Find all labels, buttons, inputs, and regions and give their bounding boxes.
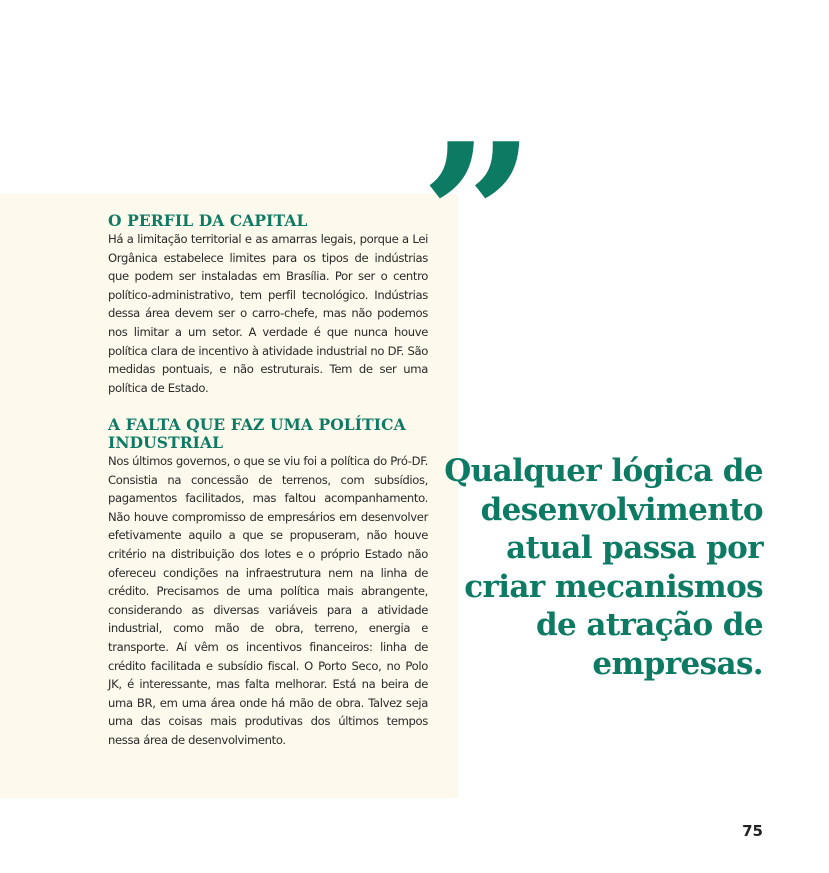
pull-quote: Qualquer lógica de desenvolvimento atual passa por criar mecanismos de atração de empresas. xyxy=(444,453,763,682)
section-perfil-da-capital xyxy=(108,212,428,397)
section-body: Há a limitação territorial e as amarras legais, porque a Lei Orgânica estabelece limites para os tipos de indústrias que podem ser instaladas em Brasília. Por ser o centro político-administrativo, tem perfil tecnológico. Indústrias dessa área devem ser o carro-chefe, mas não podemos nos limitar a um setor. A verdade é que nunca houve política clara de incentivo à atividade industrial no DF. São medidas pontuais, e não estruturais. Tem de ser uma política de Estado. xyxy=(108,232,428,395)
section-politica-industrial xyxy=(108,416,428,750)
section-heading: A FALTA QUE FAZ UMA POLÍTICA INDUSTRIAL xyxy=(108,415,406,452)
quotation-mark-icon: ” xyxy=(420,100,526,335)
page-number: 75 xyxy=(742,822,763,840)
section-body: Nos últimos governos, o que se viu foi a política do Pró-DF. Consistia na concessão de terrenos, com subsídios, pagamentos facilitados, mas faltou acompanhamento. Não houve compromisso de empresários em desenvolver efetivamente aquilo a que se propuseram, não houve critério na distribuição dos lotes e o próprio Estado não ofereceu condições na infraestrutura nem na linha de crédito. Precisamos de uma política mais abrangente, considerando as diversas variáveis para a atividade industrial, como mão de obra, terreno, energia e transporte. Aí vêm os incentivos financeiros: linha de crédito facilitada e subsídio fiscal. O Porto Seco, no Polo JK, é interessante, mas falta melhorar. Está na beira de uma BR, em uma área onde há mão de obra. Talvez seja uma das coisas mais produtivas dos últimos tempos nessa área de desenvolvimento. xyxy=(108,454,428,747)
section-heading: O PERFIL DA CAPITAL xyxy=(108,211,308,230)
